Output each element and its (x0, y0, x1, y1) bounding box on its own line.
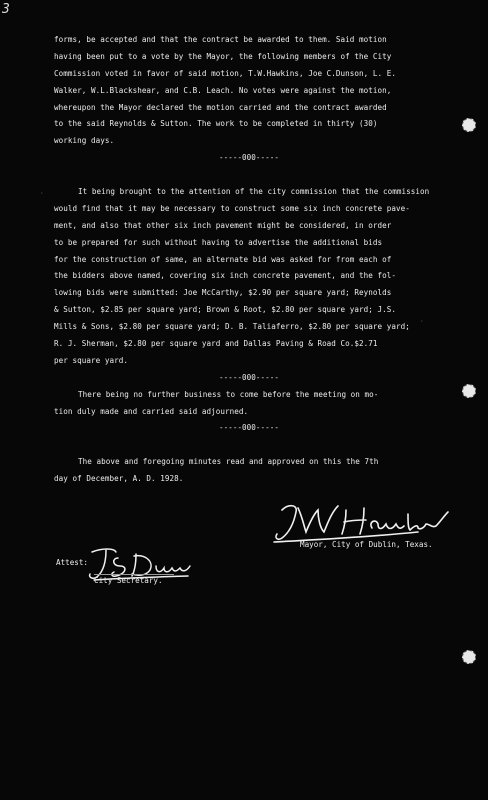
scan-speckle: · (40, 190, 44, 197)
punch-hole (462, 650, 476, 664)
paragraph-adjourned (54, 387, 434, 421)
text-line: ment, and also that other six inch pavement might be considered, in order (54, 220, 392, 230)
text-line: per square yard. (54, 355, 128, 365)
punch-hole (462, 118, 476, 132)
text-line: lowing bids were submitted: Joe McCarthy, $2.90 per square yard; Reynolds (54, 288, 392, 298)
mayor-title: Mayor, City of Dublin, Texas. (300, 540, 433, 549)
paragraph-alternate-bids (54, 184, 434, 370)
separator: -----000----- (218, 372, 280, 382)
scan-speckle: · (310, 212, 314, 219)
text-line: Mills & Sons, $2.80 per square yard; D. B. Taliaferro, $2.80 per square yard; (54, 322, 410, 332)
text-line: The above and foregoing minutes read and approved on this the 7th (78, 457, 379, 467)
attest-label: Attest: (56, 558, 89, 567)
separator: -----000----- (218, 153, 280, 163)
text-line: & Sutton, $2.85 per square yard; Brown & Root, $2.80 per square yard; J.S. (54, 305, 397, 315)
scan-speckle: · (150, 246, 154, 253)
text-line: to be prepared for such without having to advertise the additional bids (54, 237, 383, 247)
text-line: R. J. Sherman, $2.80 per square yard and Dallas Paving & Road Co.$2.71 (54, 339, 378, 349)
text-line: tion duly made and carried said adjourned. (54, 406, 249, 416)
text-line: whereupon the Mayor declared the motion carried and the contract awarded (54, 102, 387, 112)
minutes-body (54, 32, 434, 488)
punch-hole (462, 384, 476, 398)
text-line: for the construction of same, an alternate bid was asked for from each of (54, 254, 392, 264)
scan-speckle: · (420, 318, 424, 325)
text-line: There being no further business to come before the meeting on mo- (78, 389, 379, 399)
secretary-title: City Secretary. (94, 574, 174, 585)
text-line: It being brought to the attention of the city commission that the commission (78, 187, 430, 197)
text-line: Walker, W.L.Blackshear, and C.B. Leach. No votes were against the motion, (54, 85, 392, 95)
text-line: Commission voted in favor of said motion, T.W.Hawkins, Joe C.Dunson, L. E. (54, 68, 397, 78)
separator: -----000----- (218, 423, 280, 433)
paragraph-approval (54, 454, 434, 488)
text-line: day of December, A. D. 1928. (54, 474, 184, 484)
text-line: forms, be accepted and that the contract be awarded to them. Said motion (54, 35, 387, 44)
text-line: working days. (54, 136, 115, 146)
paragraph-motion (54, 32, 434, 150)
text-line: the bidders above named, covering six inch concrete pavement, and the fol- (54, 271, 397, 281)
page-number: 3 (2, 2, 9, 17)
text-line: having been put to a vote by the Mayor, the following members of the City (54, 51, 392, 61)
text-line: would find that it may be necessary to construct some six inch concrete pave- (54, 203, 410, 213)
text-line: to the said Reynolds & Sutton. The work to be completed in thirty (30) (54, 119, 378, 129)
